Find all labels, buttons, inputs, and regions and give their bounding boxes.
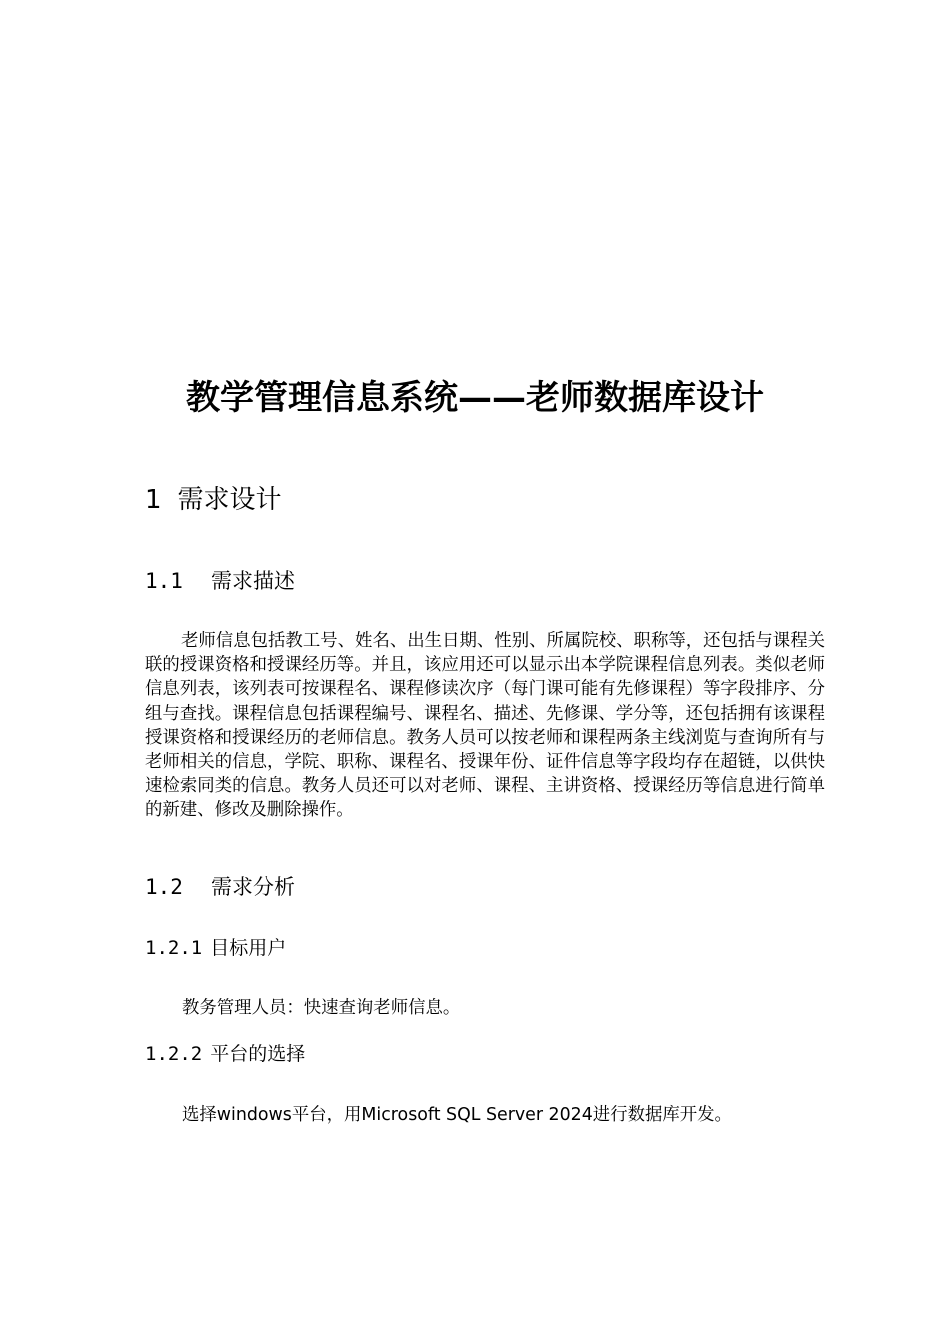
section-1-heading (145, 480, 282, 520)
section-1-1-title: 需求描述 (211, 569, 295, 593)
document-title: 教学管理信息系统——老师数据库设计 (186, 378, 764, 418)
section-1-2-2-title: 平台的选择 (210, 1043, 306, 1065)
section-1-2-1-number: 1.2.1 (145, 937, 203, 959)
section-1-2-1-heading (145, 933, 286, 963)
section-1-2-title: 需求分析 (211, 875, 295, 899)
section-1-2-2-body: 选择windows平台，用Microsoft SQL Server 2024进行数据库开发。 (182, 1105, 732, 1125)
section-1-1-body: 老师信息包括教工号、姓名、出生日期、性别、所属院校、职称等，还包括与课程关联的授课资格和授课经历等。并且，该应用还可以显示出本学院课程信息列表。类似老师信息列表，该列表可按课程名、课程修读次序（每门课可能有先修课程）等字段排序、分组与查找。课程信息包括课程编号、课程名、描述、先修课、学分等，还包括拥有该课程授课资格和授课经历的老师信息。教务人员可以按老师和课程两条主线浏览与查询所有与老师相关的信息，学院、职称、课程名、授课年份、证件信息等字段均存在超链，以供快速检索同类的信息。教务人员还可以对老师、课程、主讲资格、授课经历等信息进行简单的新建、修改及删除操作。 (145, 631, 825, 821)
section-1-2-heading (145, 871, 295, 903)
section-1-1-heading (145, 565, 295, 597)
section-1-1-number: 1.1 (145, 569, 183, 593)
section-1-2-1-title: 目标用户 (210, 937, 287, 959)
section-1-2-1-body: 教务管理人员：快速查询老师信息。 (182, 998, 461, 1018)
section-1-2-number: 1.2 (145, 875, 183, 899)
section-1-2-2-number: 1.2.2 (145, 1043, 203, 1065)
section-1-2-2-heading (145, 1039, 305, 1069)
section-1-title: 需求设计 (177, 485, 282, 515)
section-1-number: 1 (145, 485, 162, 515)
